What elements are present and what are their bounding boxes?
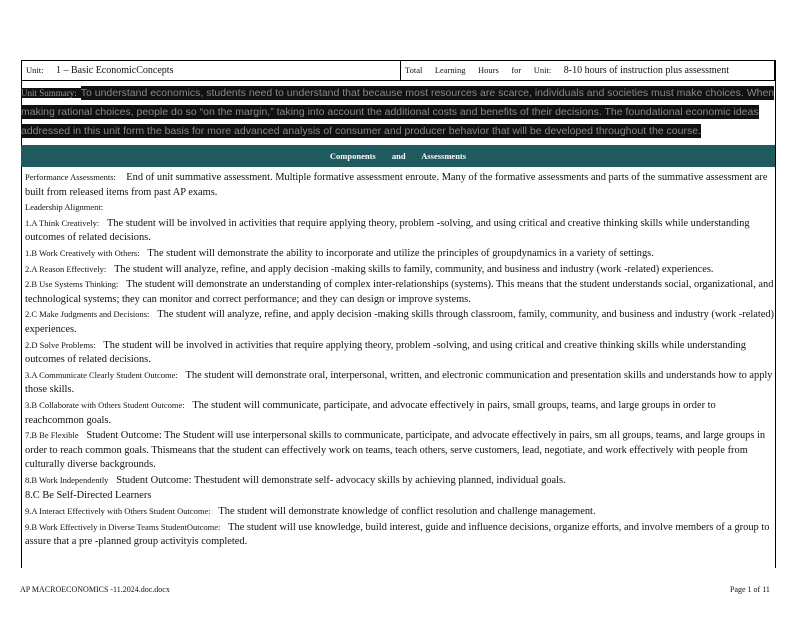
hours-label-hours: Hours [478, 65, 499, 75]
unit-cell [22, 61, 401, 80]
hours-value: 8-10 hours of instruction plus assessment [563, 65, 729, 76]
list-item: 3.B Collaborate with Others Student Outcome: The student will communicate, participate, and advocate effectively in pairs, small groups, teams, and large groups in order to reachcommon goals. [25, 399, 716, 426]
performance-assessments [25, 170, 775, 200]
unit-summary [21, 81, 775, 143]
hours-label-unit: Unit: [533, 65, 552, 75]
summary-label: Unit Summary: [21, 88, 81, 98]
leadership-label: Leadership Alignment: [25, 202, 104, 213]
list-item: 8.C Be Self-Directed Learners [25, 490, 152, 502]
list-item: 2.B Use Systems Thinking: The student will demonstrate an understanding of complex inter-relationships (systems). This means that the student understands social, organizational, and technological systems; they can monitor and correct performance; and they can design or improve systems. [25, 279, 774, 305]
list-item: 3.A Communicate Clearly Student Outcome: The student will demonstrate oral, interpersonal, written, and electronic communication and presentation skills and understands how to apply those skills. [25, 369, 773, 396]
table-right-border [775, 60, 776, 568]
list-item: 2.A Reason Effectively: The student will analyze, refine, and apply decision -making skills to family, community, and business and industry (work -related) experiences. [25, 263, 714, 275]
unit-plan-table [21, 60, 775, 550]
footer-page-number: Page 1 of 11 [730, 585, 770, 594]
list-item: 1.A Think Creatively: The student will be involved in activities that require applying theory, problem -solving, and using critical and creative thinking skills while understanding outcomes of related decisions. [25, 217, 750, 244]
unit-row [21, 61, 775, 81]
hours-label-learning: Learning [434, 65, 466, 75]
hours-label-total: Total [405, 65, 423, 75]
learning-hours-cell [401, 61, 774, 80]
list-item: 9.B Work Effectively in Diverse Teams StudentOutcome: The student will use knowledge, build interest, guide and influence decisions, organize efforts, and involve members of a group to assure that a pre -planned group activityis completed. [25, 521, 770, 548]
list-item: 2.D Solve Problems: The student will be involved in activities that require applying theory, problem -solving, and using critical and creative thinking skills while understanding outcomes of related decisions. [25, 339, 746, 366]
unit-value: 1 – Basic EconomicConcepts [55, 65, 174, 76]
components-assessments-header: Components and Assessments [21, 145, 775, 167]
footer-filename: AP MACROECONOMICS -11.2024.doc.docx [20, 585, 170, 594]
unit-label: Unit: [26, 65, 44, 75]
list-item: 8.B Work Independently Student Outcome: Thestudent will demonstrate self- advocacy skills by achieving planned, individual goals. [25, 474, 566, 486]
leadership-alignment [25, 200, 775, 216]
summary-text: To understand economics, students need to understand that because most resources are scarce, individuals and societies must make choices. When making rational choices, people do so “on the margin,” taking into account the additional costs and benefits of their decisions. The foundational economic ideas addressed in this unit form the basis for more advanced analysis of consumer and producer behavior that will be developed throughout the course. [21, 87, 775, 137]
list-item: 9.A Interact Effectively with Others Student Outcome: The student will demonstrate knowledge of conflict resolution and challenge management. [25, 506, 596, 518]
performance-text: End of unit summative assessment. Multiple formative assessment enroute. Many of the formative assessments and parts of the summative assessment are built from released items from past AP exams. [25, 172, 768, 198]
components-body [21, 167, 775, 550]
hours-label-for: for [511, 65, 522, 75]
list-item: 7.B Be Flexible Student Outcome: The Student will use interpersonal skills to communicate, participate, and advocate effectively in pairs, sm all groups, teams, and large groups in order to reach common goals. Thismeans that the student can effectively work on teams, teach others, serve customers, lead, negotiate, and work effectively with people from culturally diverse backgrounds. [25, 430, 766, 471]
list-item: 2.C Make Judgments and Decisions: The student will analyze, refine, and apply decision -making skills through classroom, family, community, and business and industry (work -related) experiences. [25, 309, 774, 335]
performance-label: Performance Assessments: [25, 172, 116, 182]
list-item: 1.B Work Creatively with Others: The student will demonstrate the ability to incorporate and utilize the principles of groupdynamics in a variety of settings. [25, 247, 654, 259]
